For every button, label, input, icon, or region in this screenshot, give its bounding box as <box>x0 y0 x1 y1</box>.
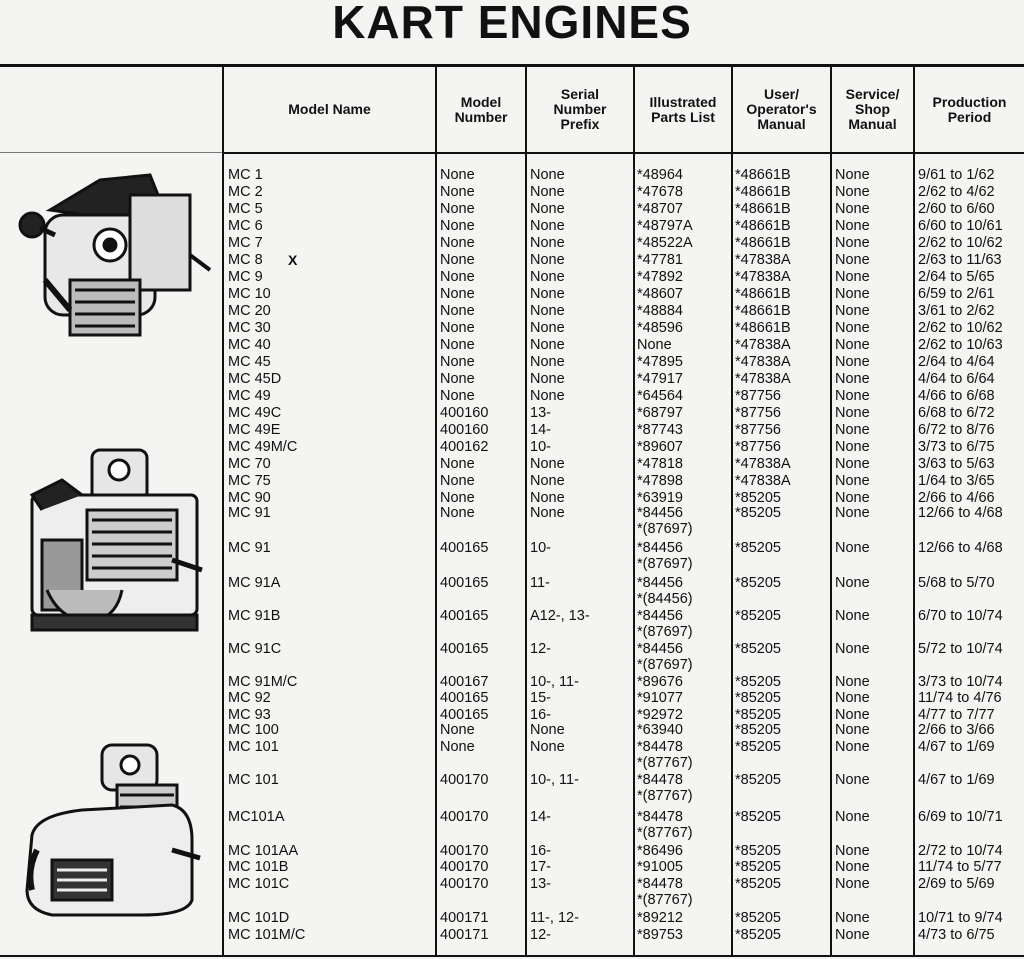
cell-serial-prefix: 13- <box>530 405 551 421</box>
cell-model-number: 400170 <box>440 772 489 788</box>
column-divider <box>435 67 437 955</box>
cell-production-period: 2/62 to 10/62 <box>918 235 1003 251</box>
cell-model-name: MC 20 <box>228 303 271 319</box>
cell-model-name: MC 92 <box>228 690 271 706</box>
cell-operator-manual: *47838A <box>735 354 791 370</box>
cell-parts-list: *48596 <box>637 320 683 336</box>
cell-parts-list-alt: *(87697) <box>637 624 693 640</box>
cell-shop-manual: None <box>835 540 870 556</box>
cell-shop-manual: None <box>835 167 870 183</box>
cell-production-period: 6/72 to 8/76 <box>918 422 995 438</box>
cell-operator-manual: *48661B <box>735 218 791 234</box>
cell-production-period: 12/66 to 4/68 <box>918 540 1003 556</box>
page-title: KART ENGINES <box>332 0 692 48</box>
cell-parts-list: *47895 <box>637 354 683 370</box>
cell-model-number: None <box>440 269 475 285</box>
cell-model-name: MC 101 <box>228 772 279 788</box>
cell-production-period: 5/68 to 5/70 <box>918 575 995 591</box>
cell-shop-manual: None <box>835 354 870 370</box>
cell-model-name: MC 101B <box>228 859 289 875</box>
cell-model-name: MC 101M/C <box>228 927 306 943</box>
cell-operator-manual: *87756 <box>735 405 781 421</box>
cell-operator-manual: *85205 <box>735 505 781 521</box>
cell-parts-list: *84456 <box>637 505 683 521</box>
cell-serial-prefix: None <box>530 722 565 738</box>
cell-parts-list-alt: *(87767) <box>637 892 693 908</box>
cell-model-name: MC 8 <box>228 252 263 268</box>
cell-shop-manual: None <box>835 201 870 217</box>
cell-production-period: 3/63 to 5/63 <box>918 456 995 472</box>
cell-shop-manual: None <box>835 910 870 926</box>
cell-serial-prefix: 15- <box>530 690 551 706</box>
cell-shop-manual: None <box>835 269 870 285</box>
cell-operator-manual: *87756 <box>735 388 781 404</box>
cell-serial-prefix: None <box>530 505 565 521</box>
handwritten-mark: X <box>288 252 298 268</box>
cell-shop-manual: None <box>835 252 870 268</box>
cell-parts-list: *64564 <box>637 388 683 404</box>
cell-model-name: MC 91C <box>228 641 282 657</box>
cell-model-number: None <box>440 473 475 489</box>
cell-serial-prefix: None <box>530 320 565 336</box>
cell-production-period: 11/74 to 5/77 <box>918 859 1002 875</box>
cell-shop-manual: None <box>835 707 870 723</box>
header-operator-manual: User/ Operator's Manual <box>746 86 817 132</box>
cell-model-number: 400160 <box>440 422 489 438</box>
cell-shop-manual: None <box>835 859 870 875</box>
cell-operator-manual: *48661B <box>735 184 791 200</box>
cell-model-name: MC 40 <box>228 337 271 353</box>
cell-parts-list: *48964 <box>637 167 683 183</box>
cell-model-name: MC 101C <box>228 876 290 892</box>
cell-operator-manual: *85205 <box>735 608 781 624</box>
cell-parts-list: *84478 <box>637 876 683 892</box>
cell-operator-manual: *48661B <box>735 201 791 217</box>
cell-model-number: 400165 <box>440 690 489 706</box>
cell-production-period: 2/66 to 4/66 <box>918 490 995 506</box>
cell-production-period: 2/72 to 10/74 <box>918 843 1003 859</box>
column-divider <box>731 67 733 955</box>
cell-operator-manual: *85205 <box>735 876 781 892</box>
cell-operator-manual: *47838A <box>735 473 791 489</box>
cell-parts-list: *89607 <box>637 439 683 455</box>
header-serial-prefix: Serial Number Prefix <box>553 86 607 132</box>
cell-parts-list: *63919 <box>637 490 683 506</box>
cell-parts-list: *89753 <box>637 927 683 943</box>
cell-operator-manual: *87756 <box>735 439 781 455</box>
cell-parts-list: *47678 <box>637 184 683 200</box>
cell-serial-prefix: 11-, 12- <box>530 910 579 926</box>
cell-parts-list-alt: *(84456) <box>637 591 693 607</box>
cell-parts-list: *47898 <box>637 473 683 489</box>
cell-model-number: None <box>440 371 475 387</box>
cell-operator-manual: *85205 <box>735 490 781 506</box>
cell-production-period: 12/66 to 4/68 <box>918 505 1003 521</box>
cell-parts-list-alt: *(87767) <box>637 788 693 804</box>
cell-model-number: None <box>440 354 475 370</box>
header-parts-list: Illustrated Parts List <box>649 93 717 125</box>
engine-illustration-2 <box>22 440 207 640</box>
cell-model-number: 400167 <box>440 674 489 690</box>
cell-operator-manual: *87756 <box>735 422 781 438</box>
cell-operator-manual: *48661B <box>735 235 791 251</box>
cell-serial-prefix: None <box>530 218 565 234</box>
cell-production-period: 1/64 to 3/65 <box>918 473 995 489</box>
cell-operator-manual: *85205 <box>735 690 781 706</box>
cell-production-period: 4/67 to 1/69 <box>918 772 995 788</box>
cell-serial-prefix: None <box>530 354 565 370</box>
cell-parts-list: *89676 <box>637 674 683 690</box>
cell-production-period: 2/66 to 3/66 <box>918 722 995 738</box>
cell-model-number: 400171 <box>440 910 489 926</box>
cell-model-number: 400165 <box>440 641 489 657</box>
cell-shop-manual: None <box>835 286 870 302</box>
cell-model-name: MC101A <box>228 809 285 825</box>
cell-model-number: 400170 <box>440 843 489 859</box>
header-shop-manual: Service/ Shop Manual <box>845 86 900 132</box>
cell-operator-manual: *48661B <box>735 286 791 302</box>
cell-production-period: 10/71 to 9/74 <box>918 910 1003 926</box>
cell-model-number: None <box>440 218 475 234</box>
cell-operator-manual: *85205 <box>735 722 781 738</box>
cell-model-name: MC 1 <box>228 167 263 183</box>
cell-model-name: MC 75 <box>228 473 271 489</box>
cell-serial-prefix: A12-, 13- <box>530 608 590 624</box>
cell-model-number: None <box>440 303 475 319</box>
cell-shop-manual: None <box>835 184 870 200</box>
cell-serial-prefix: None <box>530 252 565 268</box>
cell-parts-list: *47781 <box>637 252 683 268</box>
cell-production-period: 2/64 to 4/64 <box>918 354 995 370</box>
cell-parts-list: *91005 <box>637 859 683 875</box>
cell-serial-prefix: 13- <box>530 876 551 892</box>
cell-model-number: 400165 <box>440 540 489 556</box>
cell-serial-prefix: None <box>530 490 565 506</box>
cell-production-period: 2/62 to 10/63 <box>918 337 1003 353</box>
cell-production-period: 11/74 to 4/76 <box>918 690 1002 706</box>
cell-model-name: MC 45 <box>228 354 271 370</box>
header-model-number: Model Number <box>454 93 508 125</box>
cell-parts-list: *47917 <box>637 371 683 387</box>
cell-production-period: 5/72 to 10/74 <box>918 641 1003 657</box>
cell-shop-manual: None <box>835 490 870 506</box>
cell-serial-prefix: 14- <box>530 422 551 438</box>
cell-production-period: 4/67 to 1/69 <box>918 739 995 755</box>
cell-serial-prefix: 10-, 11- <box>530 772 579 788</box>
cell-shop-manual: None <box>835 439 870 455</box>
cell-parts-list: *68797 <box>637 405 683 421</box>
cell-shop-manual: None <box>835 505 870 521</box>
cell-model-name: MC 101D <box>228 910 290 926</box>
cell-model-name: MC 93 <box>228 707 271 723</box>
cell-model-name: MC 70 <box>228 456 271 472</box>
cell-parts-list: None <box>637 337 672 353</box>
cell-shop-manual: None <box>835 405 870 421</box>
cell-serial-prefix: 14- <box>530 809 551 825</box>
cell-serial-prefix: None <box>530 473 565 489</box>
cell-serial-prefix: 17- <box>530 859 551 875</box>
cell-model-name: MC 49M/C <box>228 439 298 455</box>
cell-serial-prefix: None <box>530 201 565 217</box>
cell-model-number: None <box>440 167 475 183</box>
cell-production-period: 2/62 to 10/62 <box>918 320 1003 336</box>
cell-model-number: None <box>440 490 475 506</box>
cell-shop-manual: None <box>835 739 870 755</box>
cell-serial-prefix: None <box>530 286 565 302</box>
cell-model-name: MC 6 <box>228 218 263 234</box>
cell-model-number: 400165 <box>440 608 489 624</box>
cell-operator-manual: *47838A <box>735 337 791 353</box>
cell-model-number: 400171 <box>440 927 489 943</box>
cell-shop-manual: None <box>835 337 870 353</box>
cell-parts-list: *87743 <box>637 422 683 438</box>
cell-model-number: 400170 <box>440 859 489 875</box>
cell-shop-manual: None <box>835 722 870 738</box>
cell-operator-manual: *48661B <box>735 320 791 336</box>
cell-production-period: 9/61 to 1/62 <box>918 167 995 183</box>
cell-serial-prefix: None <box>530 167 565 183</box>
cell-model-name: MC 100 <box>228 722 279 738</box>
cell-shop-manual: None <box>835 388 870 404</box>
cell-operator-manual: *85205 <box>735 575 781 591</box>
cell-model-number: None <box>440 235 475 251</box>
cell-model-name: MC 30 <box>228 320 271 336</box>
cell-production-period: 3/73 to 10/74 <box>918 674 1003 690</box>
cell-parts-list: *84456 <box>637 641 683 657</box>
cell-operator-manual: *85205 <box>735 707 781 723</box>
cell-operator-manual: *85205 <box>735 859 781 875</box>
cell-parts-list-alt: *(87767) <box>637 825 693 841</box>
cell-model-name: MC 91B <box>228 608 281 624</box>
cell-production-period: 6/60 to 10/61 <box>918 218 1003 234</box>
header-model-name: Model Name <box>288 101 371 117</box>
cell-serial-prefix: None <box>530 303 565 319</box>
column-divider <box>222 67 224 955</box>
cell-operator-manual: *85205 <box>735 641 781 657</box>
cell-parts-list: *84478 <box>637 809 683 825</box>
cell-production-period: 2/62 to 4/62 <box>918 184 995 200</box>
cell-model-name: MC 101AA <box>228 843 299 859</box>
cell-serial-prefix: None <box>530 388 565 404</box>
cell-parts-list-alt: *(87767) <box>637 755 693 771</box>
cell-production-period: 3/73 to 6/75 <box>918 439 995 455</box>
cell-serial-prefix: 16- <box>530 707 551 723</box>
header-divider <box>222 152 1024 154</box>
cell-shop-manual: None <box>835 674 870 690</box>
cell-operator-manual: *47838A <box>735 269 791 285</box>
cell-serial-prefix: None <box>530 235 565 251</box>
cell-shop-manual: None <box>835 422 870 438</box>
cell-serial-prefix: None <box>530 739 565 755</box>
cell-production-period: 2/63 to 11/63 <box>918 252 1002 268</box>
cell-operator-manual: *85205 <box>735 843 781 859</box>
cell-model-name: MC 7 <box>228 235 263 251</box>
cell-shop-manual: None <box>835 456 870 472</box>
cell-model-number: None <box>440 739 475 755</box>
cell-model-number: 400160 <box>440 405 489 421</box>
cell-parts-list-alt: *(87697) <box>637 657 693 673</box>
cell-serial-prefix: 12- <box>530 641 551 657</box>
cell-serial-prefix: None <box>530 337 565 353</box>
cell-model-number: None <box>440 201 475 217</box>
cell-production-period: 3/61 to 2/62 <box>918 303 995 319</box>
cell-serial-prefix: 10- <box>530 540 551 556</box>
cell-model-number: None <box>440 286 475 302</box>
cell-shop-manual: None <box>835 303 870 319</box>
cell-model-name: MC 91 <box>228 540 271 556</box>
cell-parts-list: *48884 <box>637 303 683 319</box>
cell-operator-manual: *47838A <box>735 252 791 268</box>
cell-serial-prefix: None <box>530 371 565 387</box>
cell-production-period: 4/66 to 6/68 <box>918 388 995 404</box>
cell-parts-list: *84456 <box>637 540 683 556</box>
cell-parts-list-alt: *(87697) <box>637 556 693 572</box>
cell-model-number: 400170 <box>440 809 489 825</box>
cell-model-name: MC 9 <box>228 269 263 285</box>
cell-model-number: None <box>440 388 475 404</box>
cell-production-period: 6/68 to 6/72 <box>918 405 995 421</box>
cell-serial-prefix: 10-, 11- <box>530 674 579 690</box>
cell-model-number: 400165 <box>440 707 489 723</box>
cell-shop-manual: None <box>835 235 870 251</box>
cell-serial-prefix: None <box>530 456 565 472</box>
cell-operator-manual: *85205 <box>735 910 781 926</box>
cell-model-name: MC 91 <box>228 505 271 521</box>
cell-model-number: None <box>440 456 475 472</box>
cell-production-period: 6/69 to 10/71 <box>918 809 1003 825</box>
cell-model-name: MC 101 <box>228 739 279 755</box>
cell-shop-manual: None <box>835 690 870 706</box>
cell-parts-list: *92972 <box>637 707 683 723</box>
cell-model-number: None <box>440 722 475 738</box>
cell-serial-prefix: None <box>530 269 565 285</box>
cell-production-period: 2/69 to 5/69 <box>918 876 995 892</box>
cell-operator-manual: *47838A <box>735 456 791 472</box>
cell-parts-list: *91077 <box>637 690 683 706</box>
cell-parts-list: *84456 <box>637 575 683 591</box>
cell-model-name: MC 49C <box>228 405 282 421</box>
cell-shop-manual: None <box>835 876 870 892</box>
cell-model-name: MC 45D <box>228 371 282 387</box>
cell-production-period: 6/70 to 10/74 <box>918 608 1003 624</box>
cell-parts-list: *48707 <box>637 201 683 217</box>
cell-shop-manual: None <box>835 843 870 859</box>
cell-parts-list: *48797A <box>637 218 693 234</box>
cell-model-name: MC 2 <box>228 184 263 200</box>
cell-operator-manual: *85205 <box>735 772 781 788</box>
cell-serial-prefix: 12- <box>530 927 551 943</box>
cell-parts-list: *47892 <box>637 269 683 285</box>
cell-model-number: None <box>440 320 475 336</box>
cell-shop-manual: None <box>835 320 870 336</box>
cell-model-number: None <box>440 252 475 268</box>
cell-model-name: MC 91M/C <box>228 674 298 690</box>
cell-parts-list: *48522A <box>637 235 693 251</box>
cell-operator-manual: *85205 <box>735 809 781 825</box>
cell-model-number: 400162 <box>440 439 489 455</box>
cell-model-name: MC 49E <box>228 422 281 438</box>
cell-production-period: 2/64 to 5/65 <box>918 269 995 285</box>
cell-parts-list-alt: *(87697) <box>637 521 693 537</box>
cell-model-name: MC 5 <box>228 201 263 217</box>
cell-shop-manual: None <box>835 575 870 591</box>
cell-model-name: MC 90 <box>228 490 271 506</box>
cell-operator-manual: *85205 <box>735 674 781 690</box>
cell-operator-manual: *47838A <box>735 371 791 387</box>
cell-model-number: None <box>440 184 475 200</box>
cell-shop-manual: None <box>835 809 870 825</box>
cell-parts-list: *48607 <box>637 286 683 302</box>
cell-parts-list: *89212 <box>637 910 683 926</box>
column-divider <box>525 67 527 955</box>
column-divider <box>913 67 915 955</box>
cell-shop-manual: None <box>835 473 870 489</box>
cell-model-number: None <box>440 337 475 353</box>
cell-shop-manual: None <box>835 927 870 943</box>
cell-operator-manual: *85205 <box>735 739 781 755</box>
cell-shop-manual: None <box>835 608 870 624</box>
cell-production-period: 2/60 to 6/60 <box>918 201 995 217</box>
cell-production-period: 4/77 to 7/77 <box>918 707 995 723</box>
cell-model-number: 400165 <box>440 575 489 591</box>
cell-shop-manual: None <box>835 641 870 657</box>
cell-parts-list: *84478 <box>637 739 683 755</box>
cell-shop-manual: None <box>835 772 870 788</box>
header-divider-left <box>0 152 222 153</box>
cell-operator-manual: *48661B <box>735 167 791 183</box>
cell-model-number: None <box>440 505 475 521</box>
cell-production-period: 4/73 to 6/75 <box>918 927 995 943</box>
engine-illustration-1 <box>10 160 215 350</box>
cell-parts-list: *86496 <box>637 843 683 859</box>
cell-model-name: MC 10 <box>228 286 271 302</box>
cell-parts-list: *84456 <box>637 608 683 624</box>
header-production-period: Production Period <box>932 93 1007 125</box>
cell-serial-prefix: 11- <box>530 575 550 591</box>
cell-serial-prefix: 10- <box>530 439 551 455</box>
engine-illustration-3 <box>22 740 202 920</box>
cell-model-name: MC 91A <box>228 575 281 591</box>
cell-serial-prefix: None <box>530 184 565 200</box>
cell-operator-manual: *85205 <box>735 540 781 556</box>
cell-parts-list: *63940 <box>637 722 683 738</box>
cell-parts-list: *84478 <box>637 772 683 788</box>
cell-model-name: MC 49 <box>228 388 271 404</box>
column-divider <box>633 67 635 955</box>
cell-operator-manual: *85205 <box>735 927 781 943</box>
cell-shop-manual: None <box>835 218 870 234</box>
cell-shop-manual: None <box>835 371 870 387</box>
cell-production-period: 4/64 to 6/64 <box>918 371 995 387</box>
cell-parts-list: *47818 <box>637 456 683 472</box>
column-divider <box>830 67 832 955</box>
cell-operator-manual: *48661B <box>735 303 791 319</box>
cell-serial-prefix: 16- <box>530 843 551 859</box>
cell-model-number: 400170 <box>440 876 489 892</box>
cell-production-period: 6/59 to 2/61 <box>918 286 995 302</box>
